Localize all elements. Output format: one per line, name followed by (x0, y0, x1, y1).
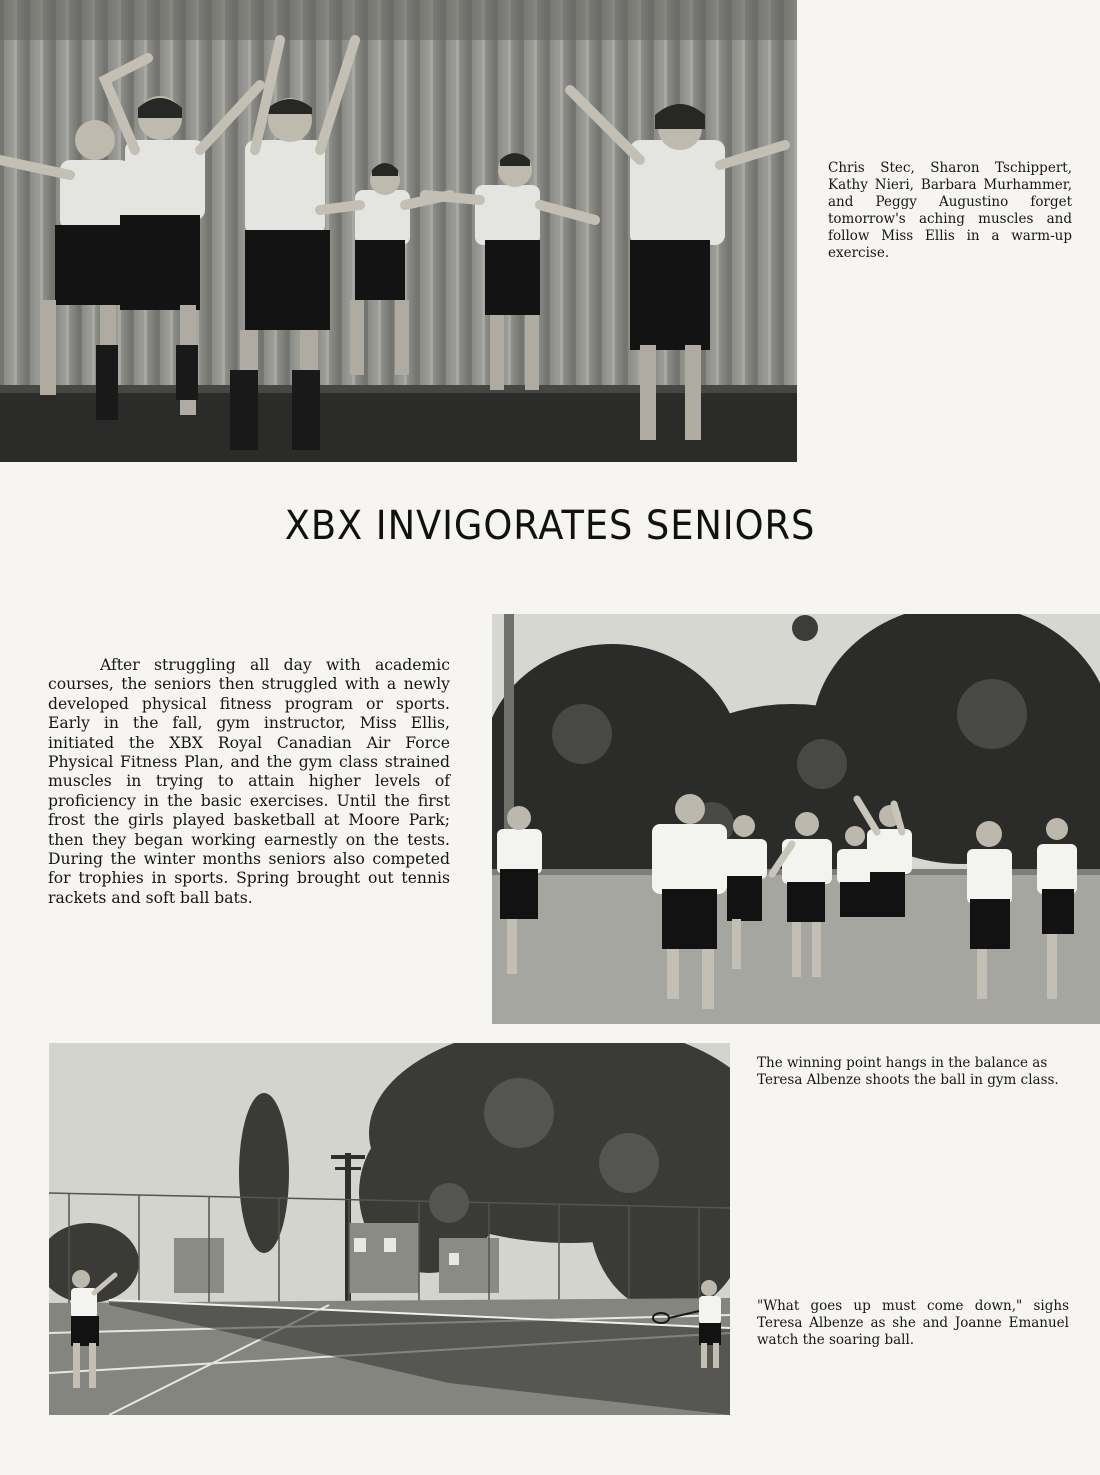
article-body: After struggling all day with academic courses, the seniors then struggled with a newly developed physical fitness program or sports. Early in the fall, gym instructor, Miss Ellis, initiated the XBX Royal Canadian Air Force Physical Fitness Plan, and the gym class strained muscles in trying to attain higher levels of proficiency in the basic exercises. Until the first frost the girls played basketball at Moore Park; then they began working earnestly on the tests. During the winter months seniors also competed for trophies in sports. Spring brought out tennis rackets and soft ball bats. (48, 656, 450, 907)
tennis-caption: "What goes up must come down," sighs Teresa Albenze as she and Joanne Emanuel watch the soaring ball. (757, 1298, 1069, 1348)
warmup-exercise-photo (0, 0, 797, 462)
tennis-photo (49, 1043, 730, 1415)
page-title: XBX INVIGORATES SENIORS (284, 503, 816, 549)
basketball-caption: The winning point hangs in the balance as Teresa Albenze shoots the ball in gym class. (757, 1055, 1059, 1088)
warmup-caption: Chris Stec, Sharon Tschippert, Kathy Nieri, Barbara Murhammer, and Peggy Augustino forget tomorrow's aching muscles and follow Miss Ellis in a warm-up exercise. (828, 160, 1072, 261)
basketball-photo (492, 614, 1100, 1024)
